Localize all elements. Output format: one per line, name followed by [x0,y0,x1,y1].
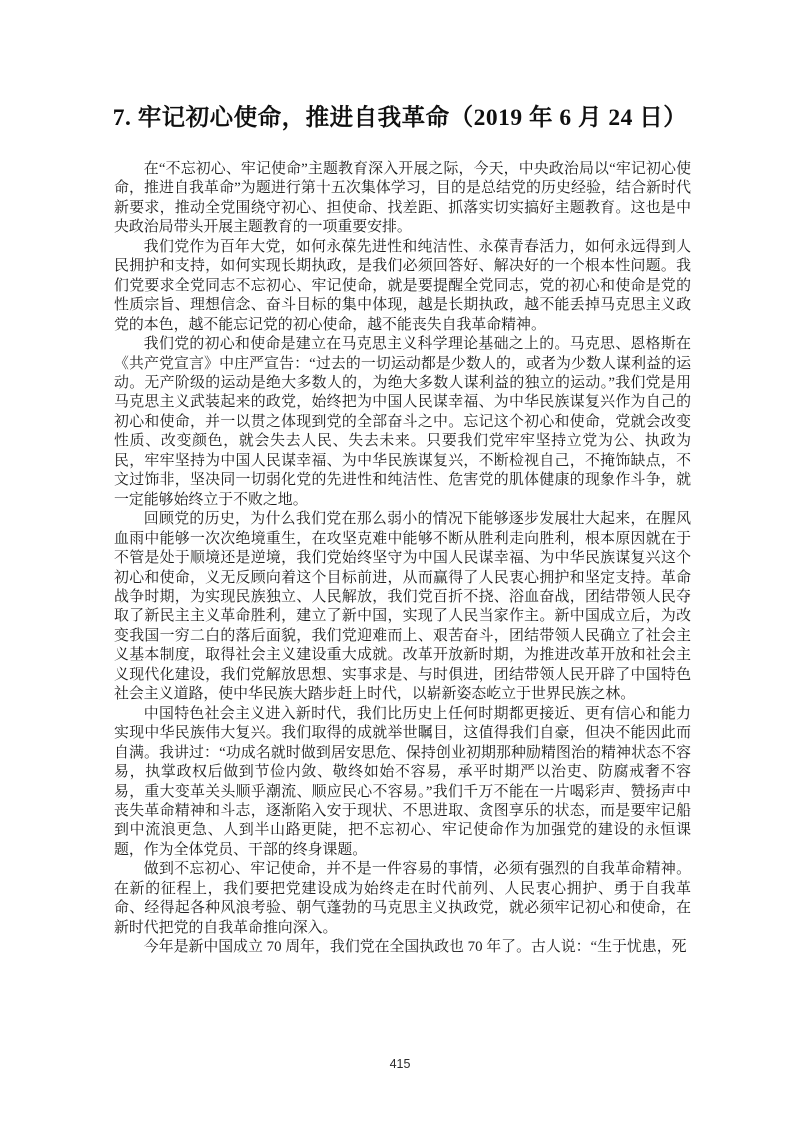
paragraph: 在“不忘初心、牢记使命”主题教育深入开展之际，今天，中央政治局以“牢记初心使命，推进自我革命”为题进行第十五次集体学习，目的是总结党的历史经验，结合新时代新要求，推动全党围绕守初心、担使命、找差距、抓落实切实搞好主题教育。这也是中央政治局带头开展主题教育的一项重要安排。 [114,161,691,236]
paragraph: 回顾党的历史，为什么我们党在那么弱小的情况下能够逐步发展壮大起来，在腥风血雨中能够一次次绝境重生，在攻坚克难中能够不断从胜利走向胜利，根本原因就在于不管是处于顺境还是逆境，我们党始终坚守为中国人民谋幸福、为中华民族谋复兴这个初心和使命，义无反顾向着这个目标前进，从而赢得了人民衷心拥护和坚定支持。革命战争时期，为实现民族独立、人民解放，我们党百折不挠、浴血奋战，团结带领人民夺取了新民主主义革命胜利，建立了新中国，实现了人民当家作主。新中国成立后，为改变我国一穷二白的落后面貌，我们党迎难而上、艰苦奋斗，团结带领人民确立了社会主义基本制度，取得社会主义建设重大成就。改革开放新时期，为推进改革开放和社会主义现代化建设，我们党解放思想、实事求是、与时俱进，团结带领人民开辟了中国特色社会主义道路，使中华民族大踏步赶上时代，以崭新姿态屹立于世界民族之林。 [114,511,691,703]
paragraph: 今年是新中国成立 70 周年，我们党在全国执政也 70 年了。古人说：“生于忧患，死 [143,939,687,956]
document-body [114,160,691,958]
paragraph: 做到不忘初心、牢记使命，并不是一件容易的事情，必须有强烈的自我革命精神。在新的征程上，我们要把党建设成为始终走在时代前列、人民衷心拥护、勇于自我革命、经得起各种风浪考验、朝气蓬勃的马克思主义执政党，就必须牢记初心和使命，在新时代把党的自我革命推向深入。 [114,861,691,936]
paragraph: 我们党的初心和使命是建立在马克思主义科学理论基础之上的。马克思、恩格斯在《共产党宣言》中庄严宣告：“过去的一切运动都是少数人的，或者为少数人谋利益的运动。无产阶级的运动是绝大多数人的，为绝大多数人谋利益的独立的运动。”我们党是用马克思主义武装起来的政党，始终把为中国人民谋幸福、为中华民族谋复兴作为自己的初心和使命，并一以贯之体现到党的全部奋斗之中。忘记这个初心和使命，党就会改变性质、改变颜色，就会失去人民、失去未来。只要我们党牢牢坚持立党为公、执政为民，牢牢坚持为中国人民谋幸福、为中华民族谋复兴，不断检视自己，不掩饰缺点，不文过饰非，坚决同一切弱化党的先进性和纯洁性、危害党的肌体健康的现象作斗争，就一定能够始终立于不败之地。 [114,336,691,508]
paragraph: 我们党作为百年大党，如何永葆先进性和纯洁性、永葆青春活力，如何永远得到人民拥护和支持，如何实现长期执政，是我们必须回答好、解决好的一个根本性问题。我们党要求全党同志不忘初心、牢记使命，就是要提醒全党同志，党的初心和使命是党的性质宗旨、理想信念、奋斗目标的集中体现，越是长期执政，越不能丢掉马克思主义政党的本色，越不能忘记党的初心使命，越不能丧失自我革命精神。 [114,238,691,333]
page-title: 7. 牢记初心使命，推进自我革命（2019 年 6 月 24 日） [112,105,688,131]
page-number: 415 [389,1057,411,1071]
paragraph: 中国特色社会主义进入新时代，我们比历史上任何时期都更接近、更有信心和能力实现中华民族伟大复兴。我们取得的成就举世瞩目，这值得我们自豪，但决不能因此而自满。我讲过：“功成名就时做到居安思危、保持创业初期那种励精图治的精神状态不容易，执掌政权后做到节俭内敛、敬终如始不容易，承平时期严以治吏、防腐戒奢不容易，重大变革关头顺乎潮流、顺应民心不容易。”我们千万不能在一片喝彩声、赞扬声中丧失革命精神和斗志，逐渐陷入安于现状、不思进取、贪图享乐的状态，而是要牢记船到中流浪更急、人到半山路更陡，把不忘初心、牢记使命作为加强党的建设的永恒课题，作为全体党员、干部的终身课题。 [114,705,691,858]
